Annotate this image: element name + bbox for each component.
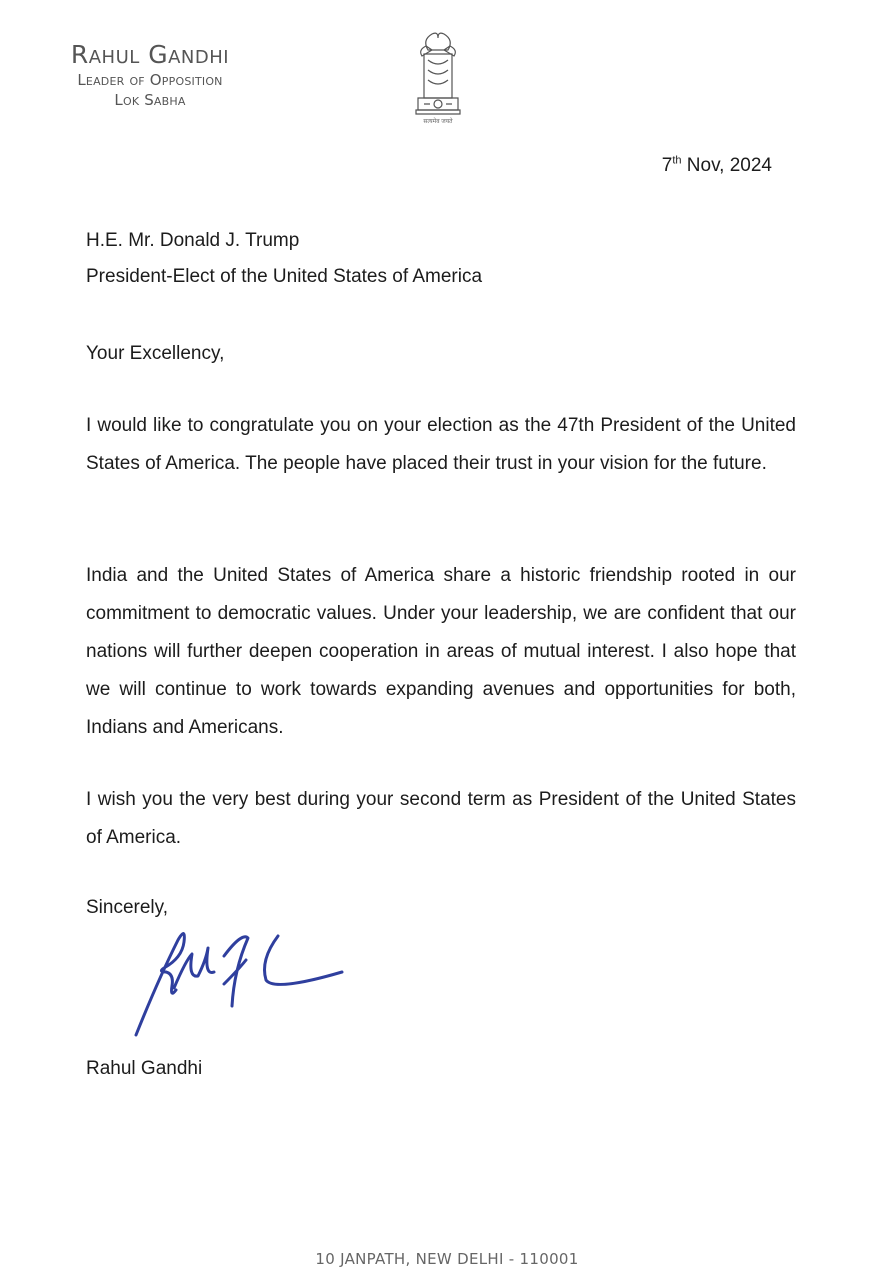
letterhead-title: Leader of Opposition — [77, 71, 223, 89]
closing: Sincerely, — [86, 897, 169, 918]
letterhead-house: Lok Sabha — [114, 91, 186, 109]
recipient-block — [86, 223, 796, 295]
paragraph-best-wishes: I wish you the very best during your second term as President of the United States of America. — [86, 789, 796, 848]
footer-address: 10 JANPATH, NEW DELHI - 110001 — [315, 1250, 579, 1268]
date-suffix: th — [672, 154, 682, 167]
letterhead — [30, 40, 270, 110]
paragraph-congratulations: I would like to congratulate you on your election as the 47th President of the United States of America. The people have placed their trust in your vision for the future. — [86, 415, 796, 474]
recipient-name: H.E. Mr. Donald J. Trump — [86, 230, 300, 251]
date-day: 7 — [661, 155, 673, 176]
date-month-year: Nov, 2024 — [681, 155, 772, 176]
letterhead-name: Rahul Gandhi — [70, 40, 230, 69]
national-emblem-icon — [402, 30, 474, 128]
paragraph-friendship: India and the United States of America share a historic friendship rooted in our commitment to democratic values. Under your leadership, we are confident that our nations will further deepen cooperation in areas of mutual interest. I also hope that we will continue to work towards expanding avenues and opportunities for both, Indians and Americans. — [86, 565, 796, 738]
signatory-name: Rahul Gandhi — [86, 1058, 203, 1079]
signature — [128, 920, 358, 1045]
letter-date — [662, 155, 772, 177]
emblem-motto: सत्यमेव जयते — [423, 119, 453, 125]
salutation: Your Excellency, — [86, 343, 225, 364]
recipient-title: President-Elect of the United States of America — [86, 266, 483, 287]
